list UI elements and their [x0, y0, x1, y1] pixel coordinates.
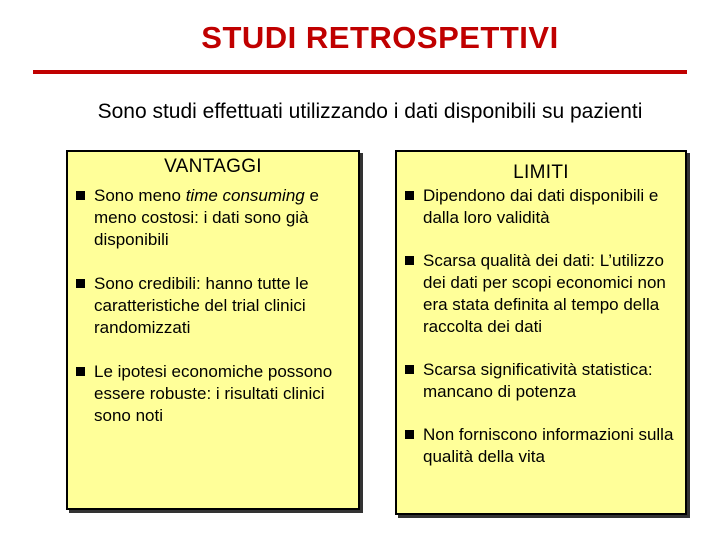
square-bullet-icon [405, 430, 414, 439]
limitation-text: Dipendono dai dati disponibili e dalla loro validità [423, 186, 659, 227]
square-bullet-icon [405, 256, 414, 265]
title-underline [33, 70, 687, 74]
limitation-item [403, 424, 679, 468]
advantages-heading: VANTAGGI [164, 156, 262, 177]
advantage-text: Sono credibili: hanno tutte le caratteristiche del trial clinici randomizzati [94, 274, 309, 337]
square-bullet-icon [76, 367, 85, 376]
square-bullet-icon [76, 279, 85, 288]
advantage-text-pre: Sono meno [94, 186, 186, 205]
advantages-list [74, 185, 352, 449]
limitation-item [403, 185, 679, 229]
slide-subtitle: Sono studi effettuati utilizzando i dati disponibili su pazienti [97, 100, 643, 123]
limitation-text: Non forniscono informazioni sulla qualità della vita [423, 425, 674, 466]
advantage-text: Le ipotesi economiche possono essere robuste: i risultati clinici sono noti [94, 362, 333, 425]
limitations-list [403, 185, 679, 489]
limitations-heading: LIMITI [513, 162, 569, 183]
square-bullet-icon [405, 191, 414, 200]
square-bullet-icon [76, 191, 85, 200]
advantages-box [66, 150, 360, 510]
advantage-text-emphasis: time consuming [185, 186, 305, 205]
square-bullet-icon [405, 365, 414, 374]
limitation-item [403, 250, 679, 338]
slide-title: STUDI RETROSPETTIVI [201, 20, 559, 55]
advantage-text-post: e meno costosi: i dati sono già disponibili [94, 186, 319, 249]
limitation-text: Scarsa significatività statistica: mancano di potenza [423, 360, 653, 401]
advantage-item [74, 361, 352, 427]
advantage-item [74, 273, 352, 339]
limitation-item [403, 359, 679, 403]
limitations-box [395, 150, 687, 515]
advantage-item [74, 185, 352, 251]
limitation-text: Scarsa qualità dei dati: L’utilizzo dei dati per scopi economici non era stata definita al tempo della raccolta dei dati [423, 251, 666, 336]
